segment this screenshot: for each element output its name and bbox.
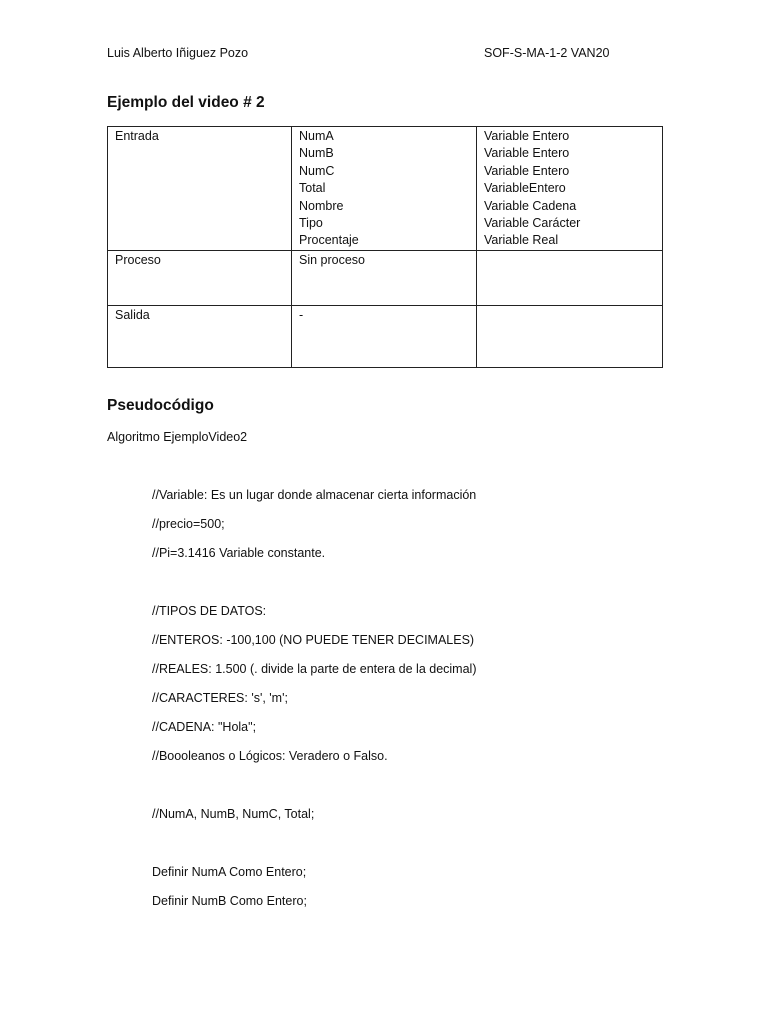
proceso-value: Sin proceso <box>292 250 477 305</box>
code-line: Definir NumA Como Entero; <box>152 865 307 879</box>
entrada-var: NumB <box>299 146 334 161</box>
entrada-var: Procentaje <box>299 233 359 248</box>
algorithm-name: Algoritmo EjemploVideo2 <box>107 430 248 444</box>
entrada-type: Variable Entero <box>484 146 570 161</box>
header-author: Luis Alberto Iñiguez Pozo <box>107 46 249 60</box>
entrada-variables <box>292 127 477 251</box>
entrada-var: NumA <box>299 129 334 143</box>
entrada-type: Variable Entero <box>484 129 570 143</box>
table-row-proceso <box>108 250 663 305</box>
entrada-type: Variable Carácter <box>484 216 581 231</box>
entrada-label: Entrada <box>108 127 292 251</box>
code-line: //Pi=3.1416 Variable constante. <box>152 546 326 560</box>
code-line: //Variable: Es un lugar donde almacenar cierta información <box>152 488 477 502</box>
section-title-example: Ejemplo del video # 2 <box>107 94 265 111</box>
entrada-type: VariableEntero <box>484 181 566 196</box>
code-line: //NumA, NumB, NumC, Total; <box>152 807 315 821</box>
code-line: //CADENA: "Hola"; <box>152 720 257 734</box>
io-table <box>107 126 663 368</box>
entrada-type: Variable Real <box>484 233 559 248</box>
entrada-var: Tipo <box>299 216 323 231</box>
entrada-var: Total <box>299 181 326 196</box>
entrada-type: Variable Entero <box>484 163 570 178</box>
proceso-label: Proceso <box>108 250 292 305</box>
table-row-entrada <box>108 127 663 251</box>
code-line: //CARACTERES: 's', 'm'; <box>152 691 288 705</box>
entrada-type: Variable Cadena <box>484 198 577 213</box>
code-line: //TIPOS DE DATOS: <box>152 604 267 618</box>
code-line: //Boooleanos o Lógicos: Veradero o Falso. <box>152 749 388 763</box>
code-line: //REALES: 1.500 (. divide la parte de entera de la decimal) <box>152 662 477 676</box>
salida-label: Salida <box>108 305 292 367</box>
entrada-var: NumC <box>299 163 335 178</box>
proceso-extra <box>477 250 663 305</box>
code-line: //precio=500; <box>152 517 225 531</box>
entrada-var: Nombre <box>299 198 344 213</box>
salida-extra <box>477 305 663 367</box>
entrada-types <box>477 127 663 251</box>
section-title-pseudocode: Pseudocódigo <box>107 397 214 414</box>
header-course-code: SOF-S-MA-1-2 VAN20 <box>484 46 610 60</box>
salida-value: - <box>292 305 477 367</box>
code-line: Definir NumB Como Entero; <box>152 894 307 908</box>
table-row-salida <box>108 305 663 367</box>
code-line: //ENTEROS: -100,100 (NO PUEDE TENER DECIMALES) <box>152 633 475 647</box>
